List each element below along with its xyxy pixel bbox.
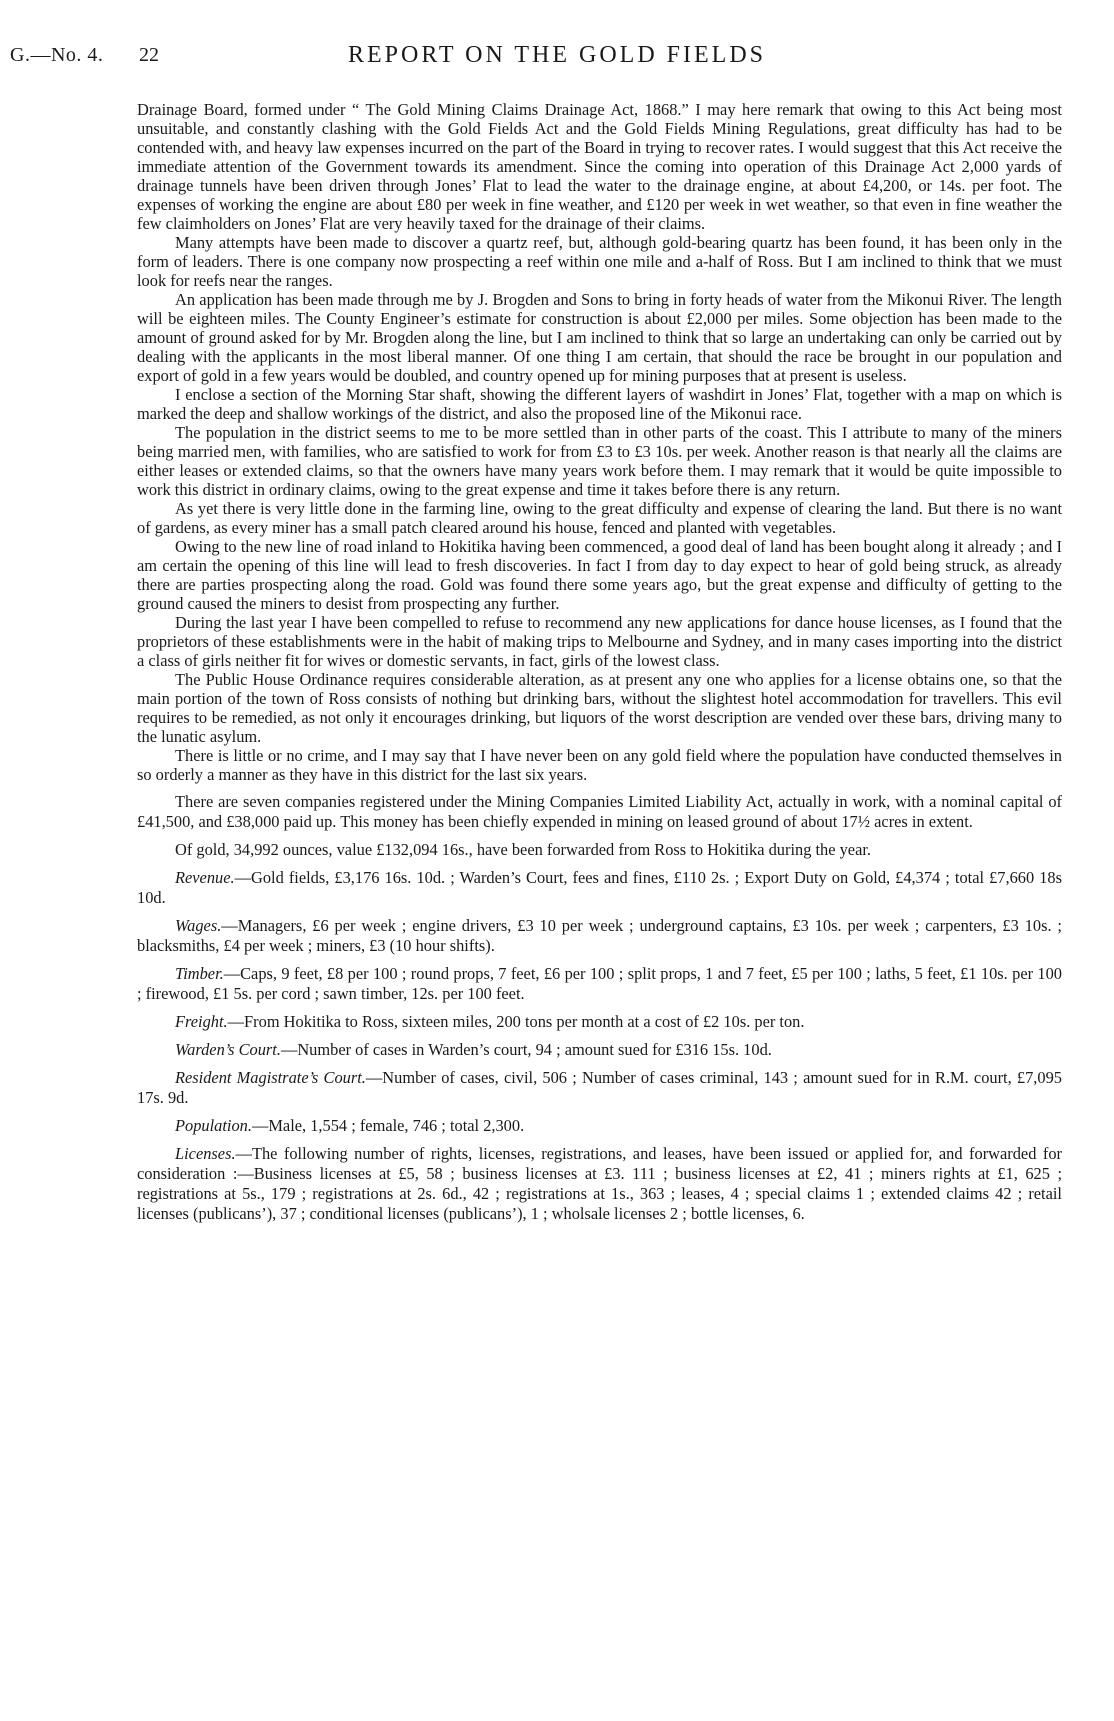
section-text: —Caps, 9 feet, £8 per 100 ; round props, 7 feet, £6 per 100 ; split props, 1 and 7 feet, £5 per 100 ; laths, 5 feet, £1 10s. per 100 ; firewood, £1 5s. per cord ; sawn timber, 12s. per 100 feet. [137,964,1062,1003]
section-label: Timber. [175,964,224,983]
paragraph-drainage-act: Drainage Board, formed under “ The Gold Mining Claims Drainage Act, 1868.” I may here remark that owing to this Act being most unsuitable, and constantly clashing with the Gold Fields Act and the Gold Fields Mining Regulations, great difficulty has had to be contended with, and heavy law expenses incurred on the part of the Board in trying to recover rates. I would suggest that this Act receive the immediate attention of the Government towards its amendment. Since the coming into operation of this Drainage Act 2,000 yards of drainage tunnels have been driven through Jones’ Flat to lead the water to the drainage engine, at about £4,200, or 14s. per foot. The expenses of working the engine are about £80 per week in fine weather, and £120 per week in wet weather, so that even in fine weather the few claimholders on Jones’ Flat are very heavily taxed for the drainage of their claims. [137,100,1062,233]
page-number: 22 [139,44,159,66]
paragraph-quartz-reef: Many attempts have been made to discover a quartz reef, but, although gold-bearing quartz has been found, it has been only in the form of leaders. There is one company now prospecting a reef within one mile and a-half of Ross. But I am inclined to think that we must look for reefs near the ranges. [137,233,1062,290]
section-label: Population. [175,1116,252,1135]
section-freight [137,1012,1062,1032]
paragraph-gold-forwarded: Of gold, 34,992 ounces, value £132,094 16s., have been forwarded from Ross to Hokitika during the year. [175,840,872,859]
section-label: Wages. [175,916,222,935]
section-text: —Number of cases, civil, 506 ; Number of cases criminal, 143 ; amount sued for in R.M. court, £7,095 17s. 9d. [137,1068,1062,1107]
document-reference: G.—No. 4. [10,44,104,66]
section-text: —From Hokitika to Ross, sixteen miles, 200 tons per month at a cost of £2 10s. per ton. [227,1012,805,1031]
section-text: —Gold fields, £3,176 16s. 10d. ; Warden’s Court, fees and fines, £110 2s. ; Export Duty on Gold, £4,374 ; total £7,660 18s 10d. [137,868,1062,907]
section-label: Resident Magistrate’s Court. [175,1068,366,1087]
paragraph-dance-house-licenses: During the last year I have been compelled to refuse to recommend any new applications for dance house licenses, as I found that the proprietors of these establishments were in the habit of making trips to Melbourne and Sydney, and in many cases importing into the district a class of girls neither fit for wives or domestic servants, in fact, girls of the lowest class. [137,613,1062,670]
section-text: —Number of cases in Warden’s court, 94 ; amount sued for £316 15s. 10d. [280,1040,772,1059]
section-text: —Male, 1,554 ; female, 746 ; total 2,300. [251,1116,525,1135]
section-revenue [137,868,1062,908]
paragraph-morning-star-shaft: I enclose a section of the Morning Star shaft, showing the different layers of washdirt in Jones’ Flat, together with a map on which is marked the deep and shallow workings of the district, and also the proposed line of the Mikonui race. [137,385,1062,423]
paragraph-farming: As yet there is very little done in the farming line, owing to the great difficulty and expense of clearing the land. But there is no want of gardens, as every miner has a small patch cleared around his house, fenced and planted with vegetables. [137,499,1062,537]
section-label: Freight. [175,1012,228,1031]
section-label: Licenses. [175,1144,236,1163]
section-text: —The following number of rights, licenses, registrations, and leases, have been issued or applied for, and forwarded for consideration :—Business licenses at £5, 58 ; business licenses at £3. 111 ; business licenses at £2, 41 ; miners rights at £1, 625 ; registrations at 5s., 179 ; registrations at 2s. 6d., 42 ; registrations at 1s., 363 ; leases, 4 ; special claims 1 ; extended claims 42 ; retail licenses (publicans’), 37 ; conditional licenses (publicans’), 1 ; wholsale licenses 2 ; bottle licenses, 6. [137,1144,1062,1223]
section-wages [137,916,1062,956]
paragraph-hokitika-road: Owing to the new line of road inland to Hokitika having been commenced, a good deal of land has been bought along it already ; and I am certain the opening of this line will lead to fresh discoveries. In fact I from day to day expect to hear of gold being struck, as already there are parties prospecting along the road. Gold was found there some years ago, but the great expense and difficulty of getting to the ground caused the miners to desist from prospecting any further. [137,537,1062,613]
section-resident-magistrates-court [137,1068,1062,1108]
section-timber [137,964,1062,1004]
page-header [0,40,1114,80]
section-wardens-court [137,1040,1062,1060]
paragraph-population-settled: The population in the district seems to me to be more settled than in other parts of the coast. This I attribute to many of the miners being married men, with families, who are satisfied to work for from £3 to £3 10s. per week. Another reason is that nearly all the claims are either leases or extended claims, so that the owners have many years work before them. I may remark that it would be quite impossible to work this district in ordinary claims, owing to the great expense and time it takes before there is any return. [137,423,1062,499]
section-licenses [137,1144,1062,1224]
paragraph-mining-companies: There are seven companies registered under the Mining Companies Limited Liability Act, actually in work, with a nominal capital of £41,500, and £38,000 paid up. This money has been chiefly expended in mining on leased ground of about 17½ acres in extent. [137,792,1062,831]
paragraph-crime: There is little or no crime, and I may say that I have never been on any gold field where the population have conducted themselves in so orderly a manner as they have in this district for the last six years. [137,746,1062,784]
section-population [137,1116,1062,1136]
paragraph-mikonui-water: An application has been made through me by J. Brogden and Sons to bring in forty heads of water from the Mikonui River. The length will be eighteen miles. The County Engineer’s estimate for construction is about £2,000 per miles. Some objection has been made to the amount of ground asked for by Mr. Brogden along the line, but I am inclined to think that so large an undertaking can only be carried out by dealing with the applicants in the most liberal manner. Of one thing I am certain, that should the race be brought in our population and export of gold in a few years would be doubled, and country opened up for mining purposes that at present is useless. [137,290,1062,385]
section-label: Warden’s Court. [175,1040,281,1059]
section-text: —Managers, £6 per week ; engine drivers, £3 10 per week ; underground captains, £3 10s. per week ; carpenters, £3 10s. ; blacksmiths, £4 per week ; miners, £3 (10 hour shifts). [137,916,1062,955]
report-body [137,100,1062,1224]
running-title: REPORT ON THE GOLD FIELDS [347,42,767,68]
paragraph-public-house-ordinance: The Public House Ordinance requires considerable alteration, as at present any one who applies for a license obtains one, so that the main portion of the town of Ross consists of nothing but drinking bars, without the slightest hotel accommodation for travellers. This evil requires to be remedied, as not only it encourages drinking, but liquors of the worst description are vended over these bars, driving many to the lunatic asylum. [137,670,1062,746]
section-label: Revenue. [175,868,235,887]
